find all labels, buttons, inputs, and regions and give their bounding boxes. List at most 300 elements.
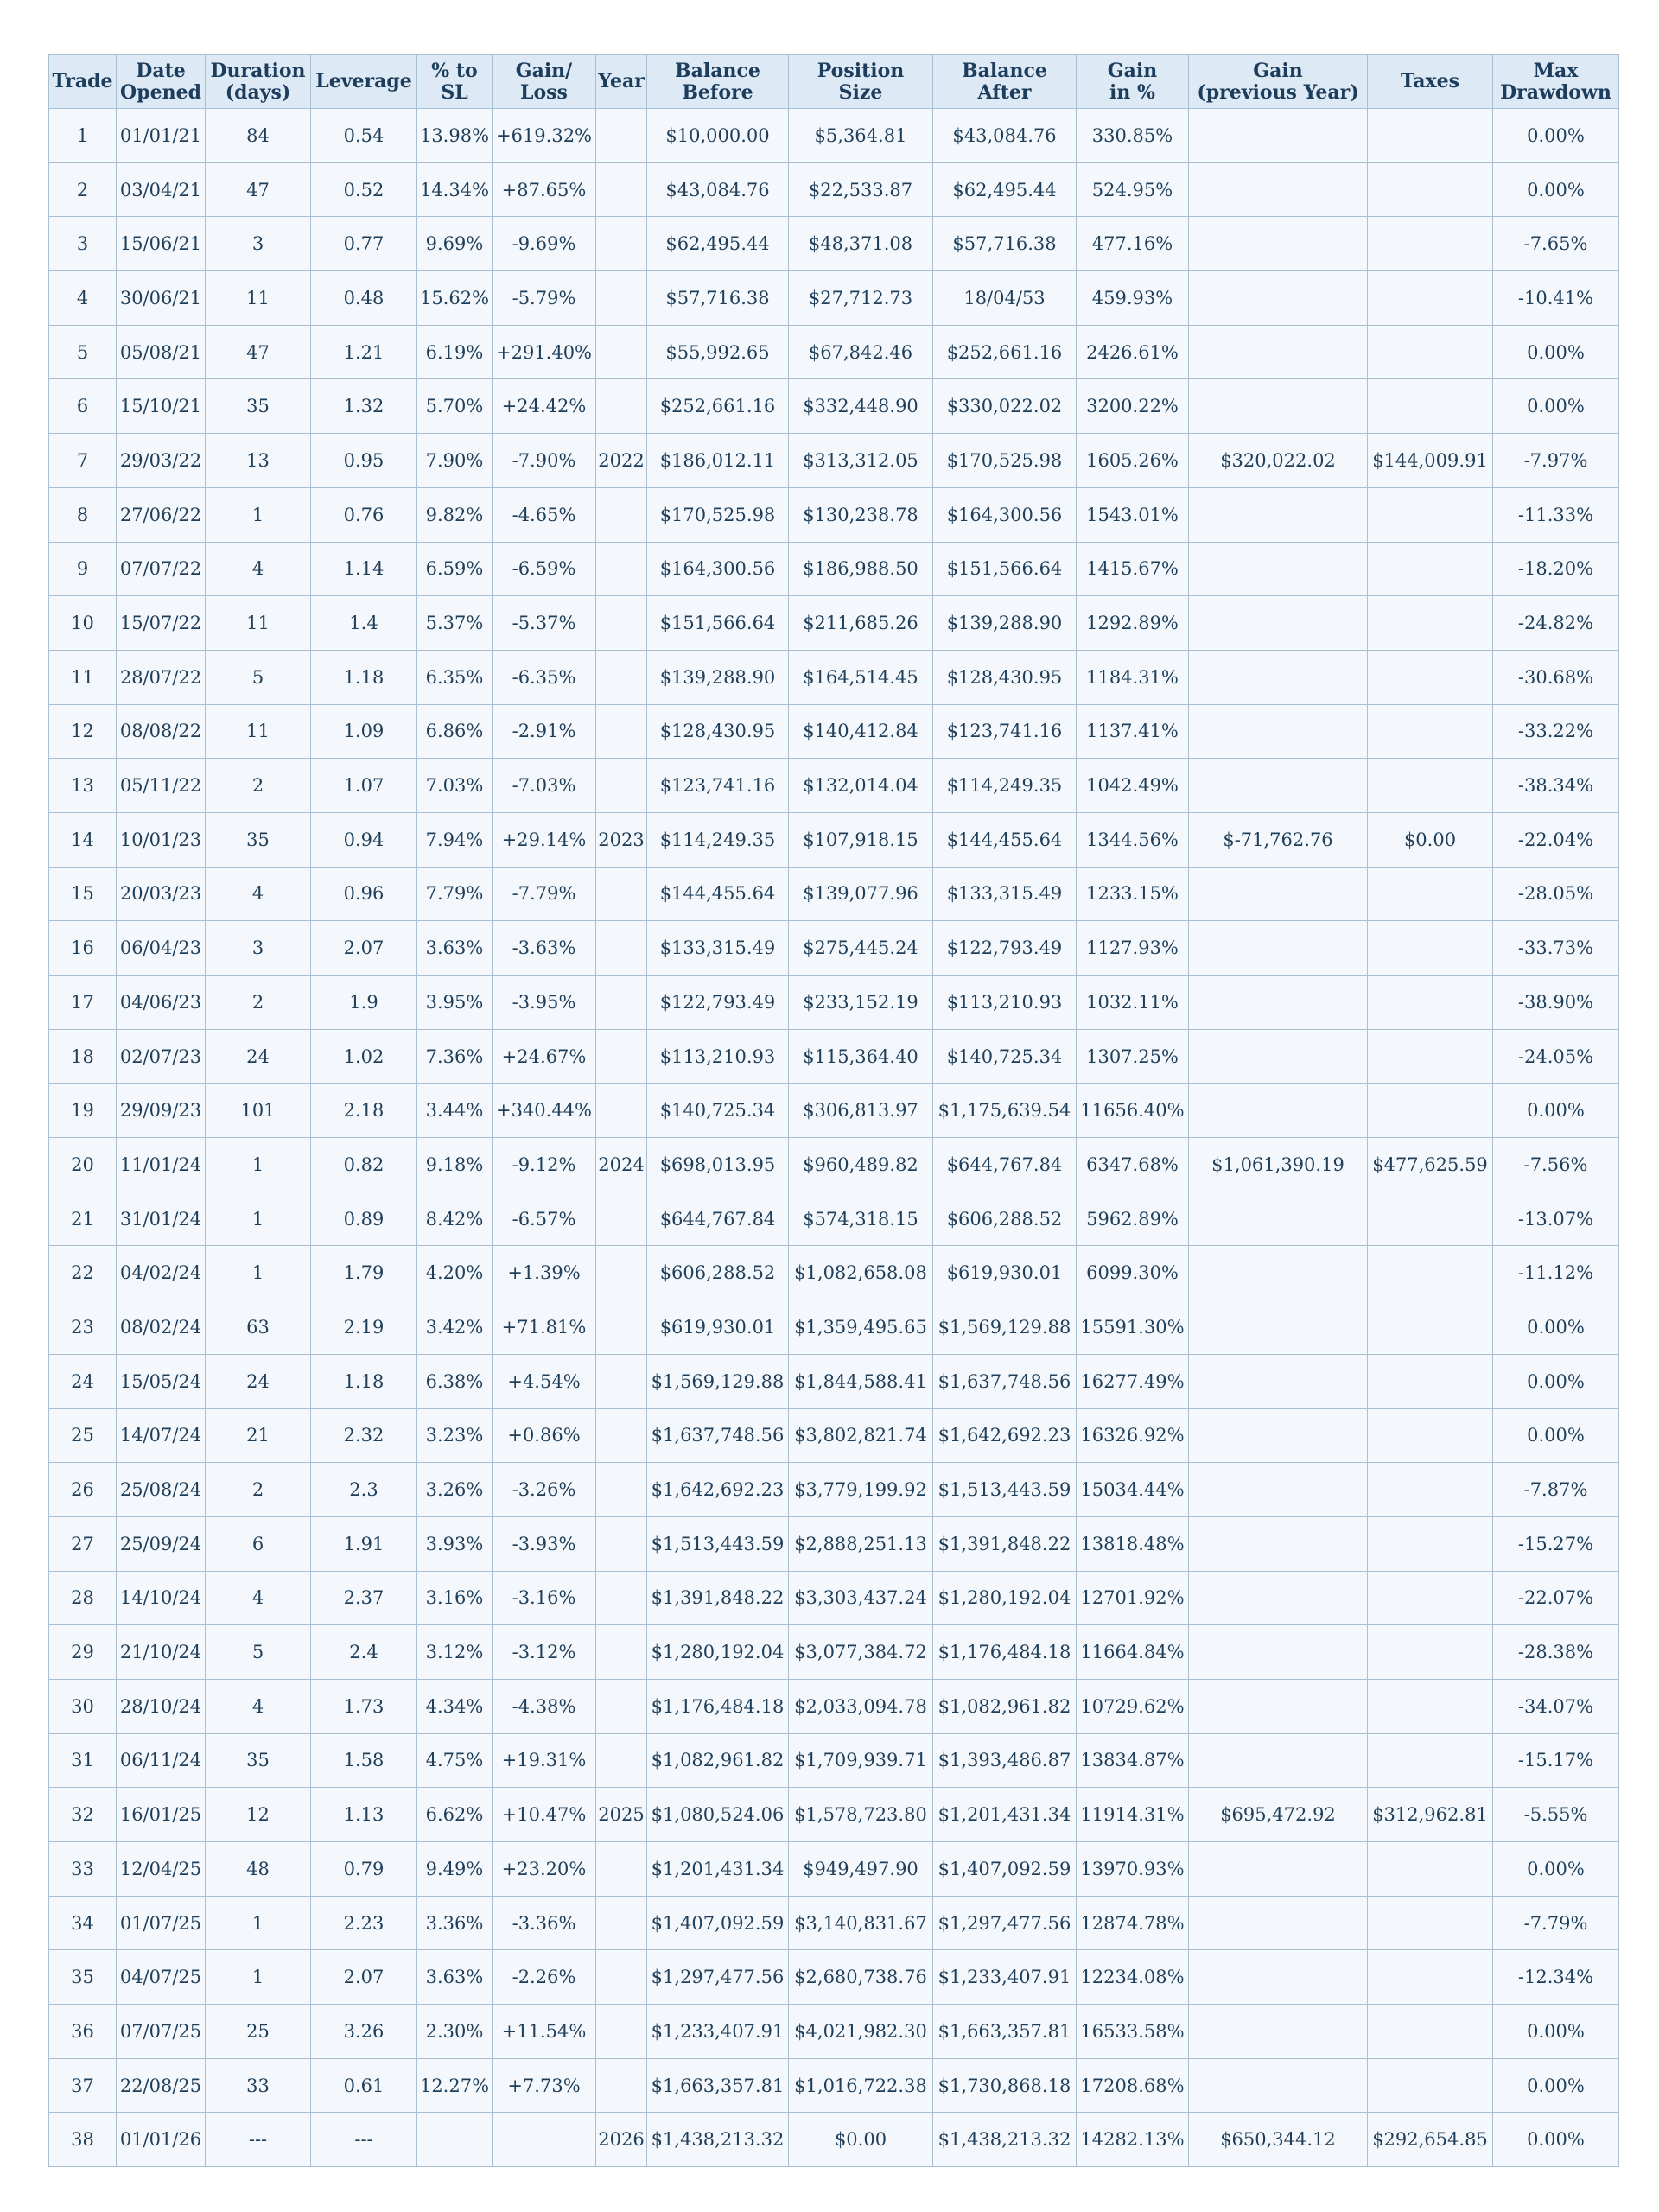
cell-pct-to-sl: 3.26% <box>417 1463 493 1517</box>
cell-max-drawdown: -7.87% <box>1493 1463 1619 1517</box>
cell-gain-pct: 477.16% <box>1077 217 1189 271</box>
table-row <box>49 1733 1619 1788</box>
cell-gain-pct: 13818.48% <box>1077 1516 1189 1571</box>
cell-taxes <box>1368 1192 1493 1246</box>
cell-year <box>596 1516 647 1571</box>
cell-taxes: $477,625.59 <box>1368 1138 1493 1192</box>
cell-position-size: $1,082,658.08 <box>789 1246 933 1300</box>
table-row <box>49 487 1619 542</box>
column-header-label: After <box>977 80 1032 104</box>
cell-gain-pct: 1184.31% <box>1077 650 1189 704</box>
cell-gain-loss: -3.26% <box>493 1463 596 1517</box>
cell-max-drawdown: 0.00% <box>1493 1408 1619 1463</box>
cell-gain-previous-year <box>1189 1029 1368 1084</box>
table-row <box>49 1029 1619 1084</box>
cell-pct-to-sl: 6.38% <box>417 1354 493 1408</box>
table-row <box>49 325 1619 379</box>
table-row <box>49 2113 1619 2167</box>
column-header-label: Year <box>598 70 645 92</box>
cell-max-drawdown: 0.00% <box>1493 1842 1619 1897</box>
cell-gain-loss: +0.86% <box>493 1408 596 1463</box>
cell-year <box>596 1679 647 1733</box>
cell-date-opened: 22/08/25 <box>117 2058 206 2113</box>
cell-gain-pct: 14282.13% <box>1077 2113 1189 2167</box>
cell-leverage: 0.82 <box>311 1138 417 1192</box>
cell-balance-before: $113,210.93 <box>647 1029 789 1084</box>
cell-leverage: 0.52 <box>311 162 417 217</box>
table-row <box>49 1138 1619 1192</box>
cell-taxes <box>1368 487 1493 542</box>
cell-trade: 5 <box>49 325 117 379</box>
cell-gain-pct: 12234.08% <box>1077 1950 1189 2005</box>
cell-pct-to-sl: 3.63% <box>417 1950 493 2005</box>
cell-gain-pct: 1344.56% <box>1077 812 1189 867</box>
cell-gain-pct: 16277.49% <box>1077 1354 1189 1408</box>
cell-gain-previous-year <box>1189 596 1368 651</box>
cell-gain-pct: 2426.61% <box>1077 325 1189 379</box>
cell-max-drawdown: 0.00% <box>1493 109 1619 163</box>
cell-gain-pct: 1543.01% <box>1077 487 1189 542</box>
cell-taxes <box>1368 1733 1493 1788</box>
cell-leverage: 1.14 <box>311 542 417 596</box>
cell-pct-to-sl: 4.34% <box>417 1679 493 1733</box>
cell-trade: 34 <box>49 1896 117 1950</box>
cell-gain-pct: 10729.62% <box>1077 1679 1189 1733</box>
table-row <box>49 1679 1619 1733</box>
table-row <box>49 1571 1619 1625</box>
table-header-row <box>49 55 1619 109</box>
table-row <box>49 2058 1619 2113</box>
cell-gain-previous-year <box>1189 1733 1368 1788</box>
cell-balance-before: $133,315.49 <box>647 921 789 976</box>
table-row <box>49 271 1619 326</box>
cell-gain-previous-year <box>1189 325 1368 379</box>
cell-gain-pct: 1233.15% <box>1077 867 1189 921</box>
cell-trade: 24 <box>49 1354 117 1408</box>
cell-position-size: $132,014.04 <box>789 759 933 813</box>
cell-gain-pct: 6099.30% <box>1077 1246 1189 1300</box>
cell-balance-before: $164,300.56 <box>647 542 789 596</box>
cell-duration: 2 <box>206 759 311 813</box>
cell-pct-to-sl: 9.69% <box>417 217 493 271</box>
cell-pct-to-sl: 6.35% <box>417 650 493 704</box>
cell-taxes <box>1368 1408 1493 1463</box>
cell-year <box>596 704 647 759</box>
cell-balance-after: $1,297,477.56 <box>933 1896 1077 1950</box>
cell-taxes <box>1368 921 1493 976</box>
cell-max-drawdown: -22.04% <box>1493 812 1619 867</box>
cell-duration: 6 <box>206 1516 311 1571</box>
cell-balance-before: $1,513,443.59 <box>647 1516 789 1571</box>
cell-position-size: $1,709,939.71 <box>789 1733 933 1788</box>
cell-max-drawdown: -28.38% <box>1493 1625 1619 1680</box>
cell-pct-to-sl: 9.49% <box>417 1842 493 1897</box>
cell-max-drawdown: -28.05% <box>1493 867 1619 921</box>
cell-trade: 20 <box>49 1138 117 1192</box>
cell-gain-loss: -6.59% <box>493 542 596 596</box>
cell-balance-after: $1,175,639.54 <box>933 1084 1077 1138</box>
cell-year: 2023 <box>596 812 647 867</box>
cell-year <box>596 1246 647 1300</box>
cell-gain-previous-year <box>1189 1625 1368 1680</box>
cell-position-size: $960,489.82 <box>789 1138 933 1192</box>
cell-date-opened: 05/08/21 <box>117 325 206 379</box>
cell-pct-to-sl: 12.27% <box>417 2058 493 2113</box>
cell-gain-previous-year <box>1189 1354 1368 1408</box>
cell-date-opened: 06/04/23 <box>117 921 206 976</box>
cell-gain-previous-year <box>1189 867 1368 921</box>
cell-date-opened: 15/07/22 <box>117 596 206 651</box>
cell-balance-before: $698,013.95 <box>647 1138 789 1192</box>
cell-leverage: 2.3 <box>311 1463 417 1517</box>
cell-balance-after: $133,315.49 <box>933 867 1077 921</box>
cell-position-size: $3,140,831.67 <box>789 1896 933 1950</box>
cell-balance-after: $1,569,129.88 <box>933 1300 1077 1355</box>
cell-position-size: $3,077,384.72 <box>789 1625 933 1680</box>
column-header-pct-to-sl <box>417 55 493 109</box>
cell-balance-after: $1,391,848.22 <box>933 1516 1077 1571</box>
column-header-label: (previous Year) <box>1197 80 1359 104</box>
cell-leverage: 0.76 <box>311 487 417 542</box>
table-row <box>49 1463 1619 1517</box>
cell-year: 2026 <box>596 2113 647 2167</box>
cell-balance-after: $62,495.44 <box>933 162 1077 217</box>
table-row <box>49 1354 1619 1408</box>
cell-balance-before: $1,297,477.56 <box>647 1950 789 2005</box>
cell-leverage: 2.23 <box>311 1896 417 1950</box>
cell-pct-to-sl: 3.12% <box>417 1625 493 1680</box>
cell-leverage: 2.32 <box>311 1408 417 1463</box>
cell-duration: 11 <box>206 271 311 326</box>
cell-position-size: $164,514.45 <box>789 650 933 704</box>
column-header-label: Balance <box>675 59 760 82</box>
cell-pct-to-sl: 7.79% <box>417 867 493 921</box>
cell-duration: 12 <box>206 1788 311 1842</box>
cell-position-size: $27,712.73 <box>789 271 933 326</box>
cell-trade: 4 <box>49 271 117 326</box>
cell-date-opened: 14/10/24 <box>117 1571 206 1625</box>
cell-gain-previous-year: $320,022.02 <box>1189 434 1368 488</box>
cell-balance-before: $1,438,213.32 <box>647 2113 789 2167</box>
cell-balance-before: $1,663,357.81 <box>647 2058 789 2113</box>
cell-duration: 101 <box>206 1084 311 1138</box>
cell-year <box>596 976 647 1030</box>
cell-leverage: 1.21 <box>311 325 417 379</box>
cell-balance-after: $170,525.98 <box>933 434 1077 488</box>
cell-duration: 1 <box>206 1192 311 1246</box>
column-header-label: Max <box>1533 59 1579 82</box>
cell-leverage: 2.07 <box>311 1950 417 2005</box>
cell-duration: 1 <box>206 1138 311 1192</box>
cell-max-drawdown: -33.22% <box>1493 704 1619 759</box>
column-header-label: in % <box>1109 80 1155 104</box>
table-row <box>49 379 1619 434</box>
cell-gain-pct: 1137.41% <box>1077 704 1189 759</box>
cell-taxes <box>1368 217 1493 271</box>
cell-gain-pct: 17208.68% <box>1077 2058 1189 2113</box>
cell-balance-after: $1,642,692.23 <box>933 1408 1077 1463</box>
cell-max-drawdown: -34.07% <box>1493 1679 1619 1733</box>
cell-trade: 29 <box>49 1625 117 1680</box>
cell-year <box>596 325 647 379</box>
column-header-label: Loss <box>520 80 568 104</box>
cell-gain-pct: 11914.31% <box>1077 1788 1189 1842</box>
cell-gain-previous-year <box>1189 379 1368 434</box>
cell-balance-before: $1,080,524.06 <box>647 1788 789 1842</box>
cell-date-opened: 15/05/24 <box>117 1354 206 1408</box>
cell-position-size: $1,359,495.65 <box>789 1300 933 1355</box>
cell-trade: 3 <box>49 217 117 271</box>
column-header-label: Date <box>136 59 186 82</box>
cell-gain-previous-year: $695,472.92 <box>1189 1788 1368 1842</box>
cell-trade: 26 <box>49 1463 117 1517</box>
cell-pct-to-sl: 3.44% <box>417 1084 493 1138</box>
cell-balance-after: $113,210.93 <box>933 976 1077 1030</box>
cell-position-size: $2,033,094.78 <box>789 1679 933 1733</box>
cell-date-opened: 21/10/24 <box>117 1625 206 1680</box>
cell-gain-loss: +619.32% <box>493 109 596 163</box>
table-row <box>49 1084 1619 1138</box>
cell-date-opened: 04/02/24 <box>117 1246 206 1300</box>
cell-duration: 47 <box>206 325 311 379</box>
cell-date-opened: 25/08/24 <box>117 1463 206 1517</box>
cell-gain-pct: 1032.11% <box>1077 976 1189 1030</box>
cell-taxes <box>1368 1896 1493 1950</box>
cell-leverage: 1.91 <box>311 1516 417 1571</box>
cell-position-size: $67,842.46 <box>789 325 933 379</box>
cell-gain-pct: 15034.44% <box>1077 1463 1189 1517</box>
cell-gain-loss: +24.42% <box>493 379 596 434</box>
cell-trade: 18 <box>49 1029 117 1084</box>
cell-taxes <box>1368 650 1493 704</box>
cell-year <box>596 1842 647 1897</box>
cell-gain-pct: 524.95% <box>1077 162 1189 217</box>
cell-year <box>596 2005 647 2059</box>
cell-date-opened: 07/07/22 <box>117 542 206 596</box>
cell-leverage: 0.89 <box>311 1192 417 1246</box>
cell-date-opened: 14/07/24 <box>117 1408 206 1463</box>
cell-gain-pct: 13834.87% <box>1077 1733 1189 1788</box>
cell-leverage: 0.96 <box>311 867 417 921</box>
column-header-label: SL <box>441 80 468 104</box>
cell-gain-previous-year <box>1189 217 1368 271</box>
cell-position-size: $233,152.19 <box>789 976 933 1030</box>
cell-gain-previous-year <box>1189 1679 1368 1733</box>
cell-gain-loss: +11.54% <box>493 2005 596 2059</box>
cell-balance-before: $128,430.95 <box>647 704 789 759</box>
cell-duration: 1 <box>206 1246 311 1300</box>
cell-balance-before: $1,280,192.04 <box>647 1625 789 1680</box>
cell-max-drawdown: -30.68% <box>1493 650 1619 704</box>
cell-position-size: $2,680,738.76 <box>789 1950 933 2005</box>
cell-pct-to-sl: 9.18% <box>417 1138 493 1192</box>
cell-taxes <box>1368 596 1493 651</box>
cell-balance-before: $1,391,848.22 <box>647 1571 789 1625</box>
cell-gain-pct: 1307.25% <box>1077 1029 1189 1084</box>
cell-date-opened: 08/08/22 <box>117 704 206 759</box>
table-body <box>49 109 1619 2167</box>
cell-gain-loss: +7.73% <box>493 2058 596 2113</box>
cell-duration: 35 <box>206 379 311 434</box>
cell-gain-loss: +340.44% <box>493 1084 596 1138</box>
cell-max-drawdown: -12.34% <box>1493 1950 1619 2005</box>
cell-balance-after: $1,513,443.59 <box>933 1463 1077 1517</box>
cell-leverage: 2.37 <box>311 1571 417 1625</box>
column-header-label: Trade <box>52 70 113 92</box>
cell-year <box>596 379 647 434</box>
cell-gain-previous-year <box>1189 976 1368 1030</box>
cell-balance-before: $62,495.44 <box>647 217 789 271</box>
cell-trade: 13 <box>49 759 117 813</box>
cell-trade: 23 <box>49 1300 117 1355</box>
table-row <box>49 162 1619 217</box>
cell-balance-before: $151,566.64 <box>647 596 789 651</box>
cell-gain-previous-year <box>1189 1571 1368 1625</box>
cell-gain-previous-year <box>1189 109 1368 163</box>
cell-balance-before: $10,000.00 <box>647 109 789 163</box>
cell-gain-loss: -6.57% <box>493 1192 596 1246</box>
cell-trade: 37 <box>49 2058 117 2113</box>
cell-balance-after: $644,767.84 <box>933 1138 1077 1192</box>
cell-trade: 27 <box>49 1516 117 1571</box>
cell-date-opened: 04/06/23 <box>117 976 206 1030</box>
cell-max-drawdown: 0.00% <box>1493 1084 1619 1138</box>
cell-balance-after: $1,730,868.18 <box>933 2058 1077 2113</box>
cell-date-opened: 11/01/24 <box>117 1138 206 1192</box>
column-header-label: Gain <box>1253 59 1303 82</box>
cell-balance-before: $123,741.16 <box>647 759 789 813</box>
cell-balance-before: $122,793.49 <box>647 976 789 1030</box>
cell-gain-previous-year <box>1189 704 1368 759</box>
cell-trade: 15 <box>49 867 117 921</box>
cell-max-drawdown: -33.73% <box>1493 921 1619 976</box>
cell-pct-to-sl: 6.19% <box>417 325 493 379</box>
cell-balance-after: $330,022.02 <box>933 379 1077 434</box>
cell-balance-after: $122,793.49 <box>933 921 1077 976</box>
column-header-gain-previous-year <box>1189 55 1368 109</box>
cell-gain-previous-year <box>1189 2005 1368 2059</box>
cell-taxes <box>1368 162 1493 217</box>
cell-max-drawdown: 0.00% <box>1493 2058 1619 2113</box>
cell-year <box>596 650 647 704</box>
cell-max-drawdown: 0.00% <box>1493 379 1619 434</box>
cell-balance-before: $55,992.65 <box>647 325 789 379</box>
cell-taxes <box>1368 1463 1493 1517</box>
cell-year <box>596 1192 647 1246</box>
cell-gain-previous-year <box>1189 271 1368 326</box>
cell-balance-after: $128,430.95 <box>933 650 1077 704</box>
cell-date-opened: 01/01/26 <box>117 2113 206 2167</box>
table-row <box>49 1788 1619 1842</box>
cell-balance-before: $644,767.84 <box>647 1192 789 1246</box>
cell-trade: 30 <box>49 1679 117 1733</box>
cell-balance-after: $606,288.52 <box>933 1192 1077 1246</box>
cell-date-opened: 06/11/24 <box>117 1733 206 1788</box>
cell-max-drawdown: -7.56% <box>1493 1138 1619 1192</box>
cell-position-size: $0.00 <box>789 2113 933 2167</box>
cell-balance-before: $619,930.01 <box>647 1300 789 1355</box>
cell-taxes <box>1368 542 1493 596</box>
cell-pct-to-sl: 2.30% <box>417 2005 493 2059</box>
cell-gain-pct: 12874.78% <box>1077 1896 1189 1950</box>
cell-taxes <box>1368 976 1493 1030</box>
cell-gain-loss: +10.47% <box>493 1788 596 1842</box>
cell-taxes <box>1368 1571 1493 1625</box>
cell-year: 2025 <box>596 1788 647 1842</box>
cell-balance-after: $619,930.01 <box>933 1246 1077 1300</box>
cell-duration: 33 <box>206 2058 311 2113</box>
cell-pct-to-sl: 14.34% <box>417 162 493 217</box>
cell-pct-to-sl: 9.82% <box>417 487 493 542</box>
cell-gain-pct: 16326.92% <box>1077 1408 1189 1463</box>
cell-gain-previous-year <box>1189 1300 1368 1355</box>
cell-gain-previous-year <box>1189 921 1368 976</box>
cell-duration: 35 <box>206 812 311 867</box>
cell-leverage: 1.18 <box>311 650 417 704</box>
cell-balance-after: $114,249.35 <box>933 759 1077 813</box>
cell-year <box>596 542 647 596</box>
cell-balance-after: $252,661.16 <box>933 325 1077 379</box>
cell-trade: 14 <box>49 812 117 867</box>
cell-gain-previous-year <box>1189 1950 1368 2005</box>
table-row <box>49 976 1619 1030</box>
cell-year <box>596 1571 647 1625</box>
cell-trade: 32 <box>49 1788 117 1842</box>
cell-balance-before: $606,288.52 <box>647 1246 789 1300</box>
cell-gain-pct: 1415.67% <box>1077 542 1189 596</box>
cell-position-size: $115,364.40 <box>789 1029 933 1084</box>
cell-pct-to-sl: 5.37% <box>417 596 493 651</box>
cell-gain-pct: 1127.93% <box>1077 921 1189 976</box>
cell-position-size: $140,412.84 <box>789 704 933 759</box>
cell-trade: 33 <box>49 1842 117 1897</box>
cell-pct-to-sl: 6.59% <box>417 542 493 596</box>
cell-balance-after: $1,233,407.91 <box>933 1950 1077 2005</box>
column-header-position-size <box>789 55 933 109</box>
cell-balance-after: $123,741.16 <box>933 704 1077 759</box>
cell-duration: 11 <box>206 704 311 759</box>
cell-balance-after: $1,407,092.59 <box>933 1842 1077 1897</box>
cell-pct-to-sl: 8.42% <box>417 1192 493 1246</box>
cell-pct-to-sl: 7.90% <box>417 434 493 488</box>
cell-balance-before: $1,637,748.56 <box>647 1408 789 1463</box>
trades-table <box>48 54 1619 2167</box>
table-row <box>49 434 1619 488</box>
cell-duration: 2 <box>206 976 311 1030</box>
cell-date-opened: 05/11/22 <box>117 759 206 813</box>
table-row <box>49 542 1619 596</box>
table-row <box>49 596 1619 651</box>
cell-gain-loss: -3.12% <box>493 1625 596 1680</box>
cell-taxes <box>1368 1300 1493 1355</box>
table-row <box>49 867 1619 921</box>
cell-gain-pct: 5962.89% <box>1077 1192 1189 1246</box>
cell-balance-before: $1,569,129.88 <box>647 1354 789 1408</box>
column-header-date-opened <box>117 55 206 109</box>
table-row <box>49 704 1619 759</box>
cell-pct-to-sl <box>417 2113 493 2167</box>
cell-position-size: $1,016,722.38 <box>789 2058 933 2113</box>
cell-duration: 47 <box>206 162 311 217</box>
cell-year <box>596 596 647 651</box>
cell-gain-previous-year <box>1189 1246 1368 1300</box>
cell-balance-after: $140,725.34 <box>933 1029 1077 1084</box>
cell-gain-pct: 11656.40% <box>1077 1084 1189 1138</box>
cell-position-size: $107,918.15 <box>789 812 933 867</box>
cell-duration: 4 <box>206 1679 311 1733</box>
cell-leverage: 1.58 <box>311 1733 417 1788</box>
cell-position-size: $3,802,821.74 <box>789 1408 933 1463</box>
